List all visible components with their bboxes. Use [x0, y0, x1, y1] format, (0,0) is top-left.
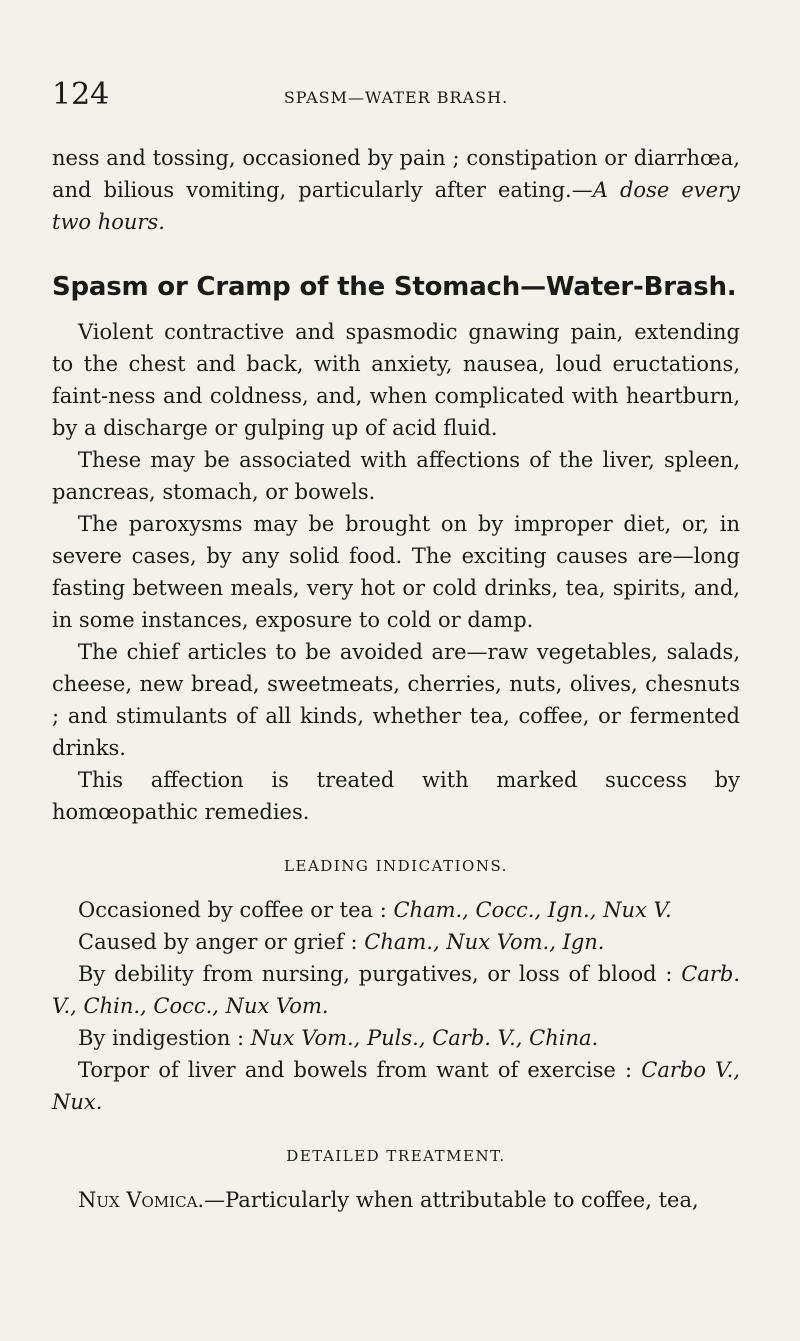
indication-item — [52, 926, 740, 958]
page-header — [52, 78, 740, 118]
treatment-text: —Particularly when attributable to coffee, tea, — [204, 1188, 699, 1212]
indication-item — [52, 894, 740, 926]
paragraph-5: This affection is treated with marked success by homœopathic remedies. — [52, 768, 740, 824]
indication-remedies: Cham., Cocc., Ign., Nux V. — [393, 898, 672, 922]
indication-remedies: Carb. V., Chin., Cocc., Nux Vom. — [52, 962, 740, 1018]
indication-label: Caused by anger or grief : — [78, 930, 358, 954]
indication-remedies: Carbo V., Nux. — [52, 1058, 740, 1114]
remedy-name: Nux Vomica. — [78, 1188, 205, 1212]
section-heading: Spasm or Cramp of the Stomach—Water-Brash. — [52, 272, 737, 302]
paragraph-2: These may be associated with affections of the liver, spleen, pancreas, stomach, or bowels. — [52, 448, 740, 504]
intro-paragraph — [52, 142, 740, 238]
dose-instruction: A dose every two hours. — [52, 178, 740, 234]
leading-indications-title: LEADING INDICATIONS. — [284, 857, 508, 875]
indication-remedies: Nux Vom., Puls., Carb. V., China. — [250, 1026, 599, 1050]
running-title: SPASM—WATER BRASH. — [283, 88, 509, 107]
indication-item — [52, 958, 740, 1022]
indication-item — [52, 1022, 740, 1054]
indication-item — [52, 1054, 740, 1118]
detailed-treatment-title: DETAILED TREATMENT. — [286, 1147, 506, 1165]
indication-label: By debility from nursing, purgatives, or loss of blood : — [78, 962, 673, 986]
indication-label: By indigestion : — [78, 1026, 245, 1050]
paragraph-1: Violent contractive and spasmodic gnawing pain, extending to the chest and back, with anxiety, nausea, loud eructations, faint-ness and coldness, and, when complicated with heartburn, by a discharge or gulping up of acid fluid. — [52, 320, 740, 440]
treatment-paragraph — [52, 1184, 740, 1216]
indication-label: Occasioned by coffee or tea : — [78, 898, 387, 922]
page-content — [52, 142, 740, 1216]
page-number: 124 — [52, 77, 110, 112]
intro-text: ness and tossing, occasioned by pain ; constipation or diarrhœa, and bilious vomiting, particularly after eating.— — [52, 146, 740, 202]
paragraph-4: The chief articles to be avoided are—raw vegetables, salads, cheese, new bread, sweetmeats, cherries, nuts, olives, chesnuts ; and stimulants of all kinds, whether tea, coffee, or fermented drinks. — [52, 640, 740, 760]
indication-label: Torpor of liver and bowels from want of exercise : — [78, 1058, 633, 1082]
paragraph-3: The paroxysms may be brought on by improper diet, or, in severe cases, by any solid food. The exciting causes are—long fasting between meals, very hot or cold drinks, tea, spirits, and, in some instances, exposure to cold or damp. — [52, 512, 740, 632]
indication-remedies: Cham., Nux Vom., Ign. — [364, 930, 605, 954]
